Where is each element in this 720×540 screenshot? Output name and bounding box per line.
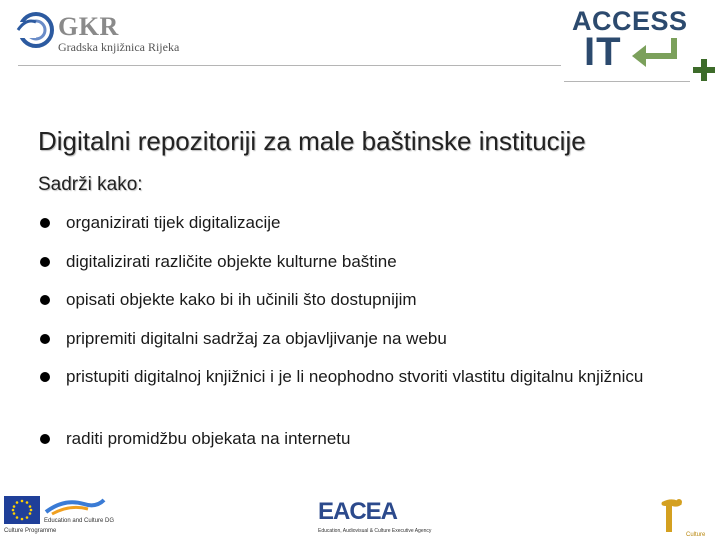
- bullet-dot-icon: [40, 434, 50, 444]
- header-divider: [18, 65, 561, 66]
- intro-text: Sadrži kako:: [38, 174, 143, 195]
- bullet-text: organizirati tijek digitalizacije: [66, 213, 281, 232]
- access-word: ACCESS: [572, 6, 688, 36]
- list-item: [40, 212, 706, 234]
- bullet-dot-icon: [40, 295, 50, 305]
- bullet-dot-icon: [40, 334, 50, 344]
- it-word: IT: [584, 30, 622, 74]
- bullet-text: pripremiti digitalni sadržaj za objavljivanje na webu: [66, 329, 447, 348]
- eu-flag-icon: [4, 496, 40, 524]
- gkr-swirl-icon: [14, 8, 58, 52]
- list-item: [40, 366, 706, 388]
- gkr-name: GKR: [58, 12, 119, 41]
- bullet-text: opisati objekte kako bi ih učinili što dostupnijim: [66, 290, 417, 309]
- access-divider: [564, 81, 690, 82]
- eu-label: Culture Programme: [4, 528, 57, 534]
- culture-logo-icon: [652, 496, 716, 538]
- list-item: [40, 251, 706, 273]
- eacea-subtitle: Education, Audiovisual & Culture Executive Agency: [318, 528, 432, 534]
- bullet-dot-icon: [40, 257, 50, 267]
- llp-logo-icon: [44, 496, 106, 518]
- bullet-text: raditi promidžbu objekata na internetu: [66, 429, 351, 448]
- bullet-text: digitalizirati različite objekte kulturne baštine: [66, 252, 397, 271]
- eacea-logo-text: EACEA: [318, 498, 398, 525]
- culture-label: Culture: [686, 532, 706, 538]
- list-item: [40, 289, 706, 311]
- gkr-subtitle: Gradska knjižnica Rijeka: [58, 40, 180, 54]
- list-item: [40, 428, 706, 450]
- return-arrow-icon: [628, 36, 680, 70]
- llp-label: Education and Culture DG: [44, 518, 115, 524]
- bullet-dot-icon: [40, 372, 50, 382]
- plus-icon: [692, 58, 716, 82]
- bullet-text: pristupiti digitalnoj knjižnici i je li neophodno stvoriti vlastitu digitalnu knjižnicu: [66, 367, 644, 386]
- page-title: Digitalni repozitoriji za male baštinske institucije: [38, 126, 586, 156]
- list-item: [40, 328, 706, 350]
- bullet-dot-icon: [40, 218, 50, 228]
